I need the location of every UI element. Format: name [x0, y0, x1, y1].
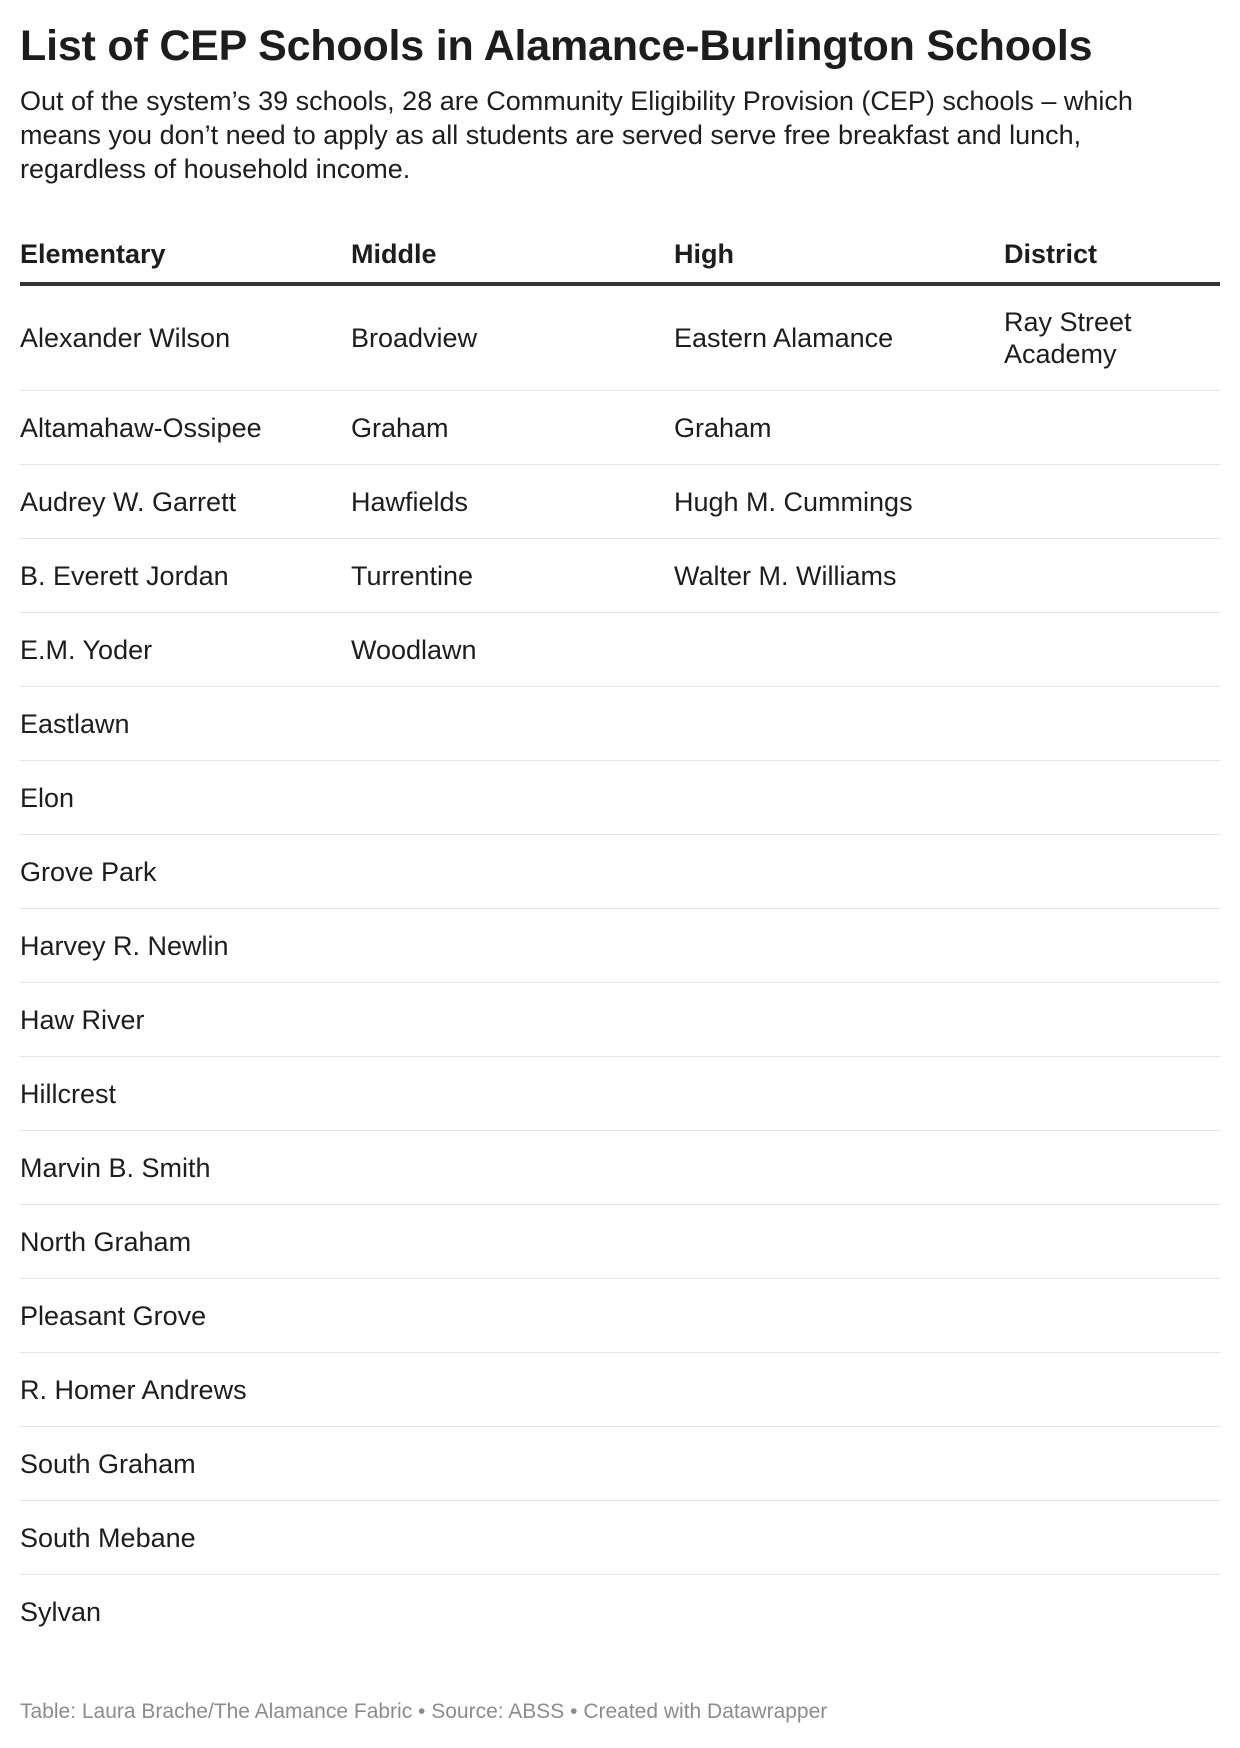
table-row	[20, 1205, 1220, 1279]
cell-district: Ray Street Academy	[1004, 284, 1220, 391]
cell-high	[674, 1279, 1004, 1353]
cell-district	[1004, 1131, 1220, 1205]
cell-district	[1004, 1575, 1220, 1649]
cell-elementary: B. Everett Jordan	[20, 539, 351, 613]
column-header-district[interactable]: District	[1004, 226, 1220, 284]
page-title: List of CEP Schools in Alamance-Burlington Schools	[20, 22, 1093, 70]
cell-elementary: South Mebane	[20, 1501, 351, 1575]
cell-elementary: South Graham	[20, 1427, 351, 1501]
table-body	[20, 284, 1220, 1648]
cell-middle	[351, 1575, 674, 1649]
cell-elementary: Haw River	[20, 983, 351, 1057]
table-row	[20, 909, 1220, 983]
table-row	[20, 983, 1220, 1057]
cell-elementary: Harvey R. Newlin	[20, 909, 351, 983]
cell-high: Walter M. Williams	[674, 539, 1004, 613]
table-row	[20, 613, 1220, 687]
header-row	[20, 226, 1220, 284]
cell-district	[1004, 909, 1220, 983]
cell-elementary: Sylvan	[20, 1596, 102, 1627]
cell-district	[1004, 761, 1220, 835]
table-row	[20, 1575, 1220, 1649]
cell-high: Eastern Alamance	[674, 284, 1004, 391]
cell-elementary: Audrey W. Garrett	[20, 465, 351, 539]
table-row	[20, 687, 1220, 761]
cell-elementary: E.M. Yoder	[20, 613, 351, 687]
cell-middle	[351, 687, 674, 761]
cell-middle	[351, 1353, 674, 1427]
cell-high	[674, 1057, 1004, 1131]
table-row	[20, 835, 1220, 909]
cell-middle	[351, 1501, 674, 1575]
cell-elementary: North Graham	[20, 1205, 351, 1279]
cell-middle: Woodlawn	[351, 613, 674, 687]
cell-middle	[351, 1427, 674, 1501]
cell-elementary: Grove Park	[20, 835, 351, 909]
cell-middle	[351, 1279, 674, 1353]
column-header-elementary[interactable]: Elementary	[20, 226, 351, 284]
cell-district	[1004, 835, 1220, 909]
cell-district	[1004, 687, 1220, 761]
table-row	[20, 1057, 1220, 1131]
cell-elementary: Alexander Wilson	[20, 284, 351, 391]
cell-elementary: Elon	[20, 761, 351, 835]
cell-elementary: R. Homer Andrews	[20, 1353, 351, 1427]
cell-district	[1004, 539, 1220, 613]
cell-high	[674, 687, 1004, 761]
cell-high	[674, 613, 1004, 687]
cep-schools-table	[20, 226, 1220, 1648]
column-header-middle[interactable]: Middle	[351, 226, 674, 284]
table-row	[20, 465, 1220, 539]
cell-middle: Graham	[351, 391, 674, 465]
table-row	[20, 539, 1220, 613]
table-row	[20, 1353, 1220, 1427]
cell-middle	[351, 1131, 674, 1205]
table-row	[20, 1131, 1220, 1205]
cell-middle	[351, 835, 674, 909]
cell-district	[1004, 1057, 1220, 1131]
cell-middle	[351, 1205, 674, 1279]
cell-elementary: Hillcrest	[20, 1057, 351, 1131]
cell-middle: Hawfields	[351, 465, 674, 539]
cell-high: Graham	[674, 391, 1004, 465]
cell-high	[674, 1501, 1004, 1575]
cell-high	[674, 983, 1004, 1057]
cell-district	[1004, 983, 1220, 1057]
column-header-high[interactable]: High	[674, 226, 1004, 284]
cell-middle	[351, 983, 674, 1057]
cell-high: Hugh M. Cummings	[674, 465, 1004, 539]
page-subtitle: Out of the system’s 39 schools, 28 are Community Eligibility Provision (CEP) schools – which means you don’t need to apply as all students are served serve free breakfast and lunch, regardless of household income.	[20, 86, 1133, 184]
table-row	[20, 1279, 1220, 1353]
cell-high	[674, 761, 1004, 835]
cell-district	[1004, 1279, 1220, 1353]
cell-high	[674, 1205, 1004, 1279]
table-row	[20, 761, 1220, 835]
cell-elementary: Altamahaw-Ossipee	[20, 391, 351, 465]
cell-district	[1004, 1427, 1220, 1501]
table-row	[20, 391, 1220, 465]
cell-district	[1004, 391, 1220, 465]
cell-district	[1004, 613, 1220, 687]
cell-district	[1004, 1205, 1220, 1279]
cell-district	[1004, 1353, 1220, 1427]
cell-high	[674, 1353, 1004, 1427]
cell-elementary: Pleasant Grove	[20, 1279, 351, 1353]
table-row	[20, 1427, 1220, 1501]
table-header	[20, 226, 1220, 284]
cell-high	[674, 909, 1004, 983]
cell-district	[1004, 1501, 1220, 1575]
cell-high	[674, 835, 1004, 909]
cell-middle	[351, 1057, 674, 1131]
cell-elementary: Marvin B. Smith	[20, 1131, 351, 1205]
cell-middle	[351, 909, 674, 983]
cell-elementary: Eastlawn	[20, 687, 351, 761]
cell-middle: Broadview	[351, 284, 674, 391]
table-row	[20, 1501, 1220, 1575]
table-row	[20, 284, 1220, 391]
cell-high	[674, 1575, 1004, 1649]
cell-high	[674, 1427, 1004, 1501]
cell-district	[1004, 465, 1220, 539]
cell-middle: Turrentine	[351, 539, 674, 613]
cell-high	[674, 1131, 1004, 1205]
source-footer: Table: Laura Brache/The Alamance Fabric • Source: ABSS • Created with Datawrapper	[20, 1700, 828, 1723]
cell-middle	[351, 761, 674, 835]
